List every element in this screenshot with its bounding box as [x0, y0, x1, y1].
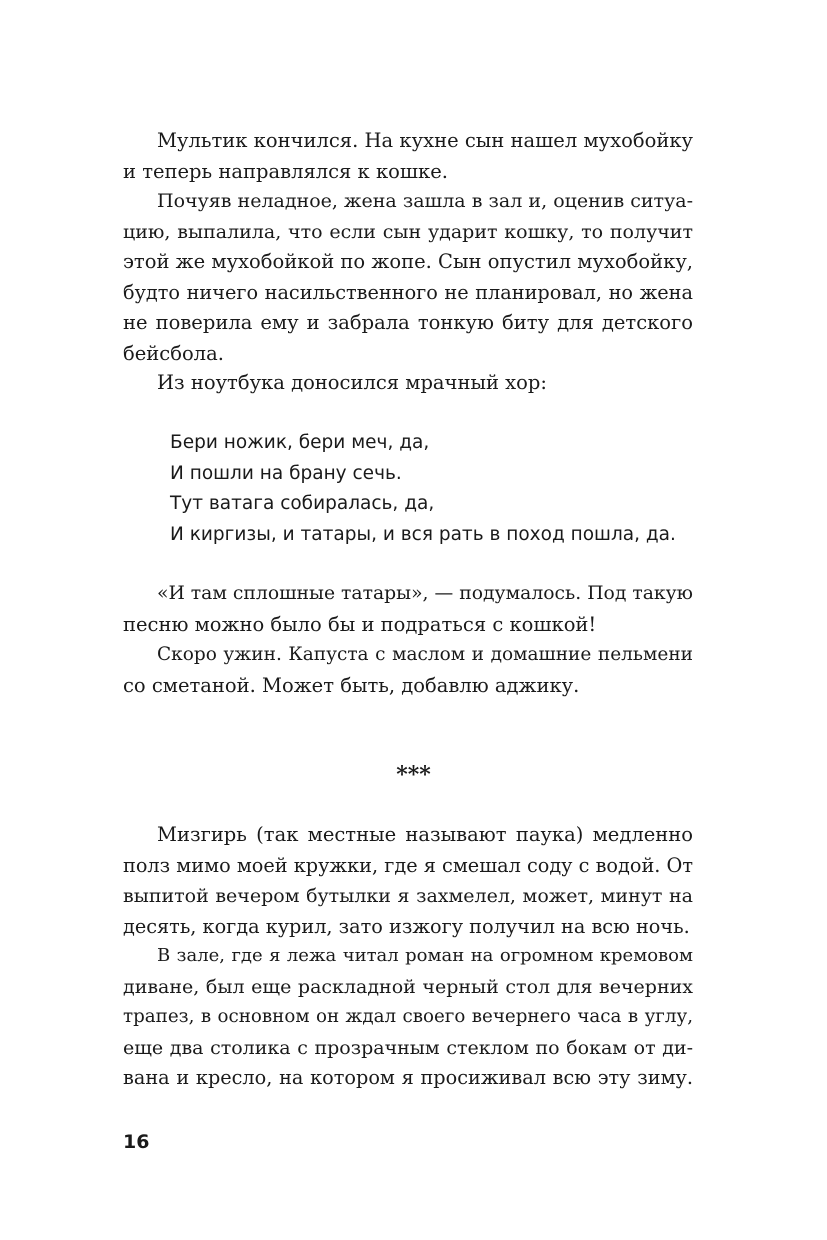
paragraph-7 — [123, 941, 693, 1094]
section-separator: *** — [396, 762, 431, 788]
text-line: будто ничего насильственного не планировал, но жена — [123, 280, 693, 304]
text-line: «И там сплошные татары», — подумалось. Под такую — [157, 583, 693, 604]
paragraph-2 — [123, 186, 693, 369]
text-line: Скоро ужин. Капуста с маслом и домашние пельмени — [157, 644, 693, 665]
paragraph-3 — [123, 368, 693, 399]
text-line: вана и кресло, на котором я просиживал всю эту зиму. — [123, 1066, 693, 1089]
verse-line: И киргизы, и татары, и вся рать в поход пошла, да. — [170, 523, 676, 545]
text-line: выпитой вечером бутылки я захмелел, может, минут на — [123, 885, 693, 907]
song-verse — [170, 428, 690, 550]
paragraph-5 — [123, 640, 693, 701]
text-line: еще два столика с прозрачным стеклом по бокам от ди- — [123, 1036, 693, 1059]
text-line: полз мимо моей кружки, где я смешал соду с водой. От — [123, 853, 693, 877]
text-line: цию, выпалила, что если сын ударит кошку, то получит — [123, 220, 693, 243]
text-line: трапез, в основном он ждал своего вечернего часа в углу, — [123, 1006, 693, 1027]
paragraph-1 — [123, 126, 693, 187]
text-line: десять, когда курил, зато изжогу получил на всю ночь. — [123, 914, 690, 938]
text-line: В зале, где я лежа читал роман на огромном кремовом — [157, 945, 693, 966]
verse-line: Тут ватага собиралась, да, — [170, 493, 435, 514]
text-line: этой же мухобойкой по жопе. Сын опустил мухобойку, — [123, 250, 693, 273]
text-line: и теперь направлялся к кошке. — [123, 159, 448, 183]
text-line: бейсбола. — [123, 341, 224, 365]
verse-line: И пошли на брану сечь. — [170, 462, 402, 484]
text-line: не поверила ему и забрала тонкую биту для детского — [123, 311, 693, 334]
text-line: Из ноутбука доносился мрачный хор: — [157, 371, 547, 394]
text-line: песню можно было бы и подраться с кошкой! — [123, 612, 597, 636]
text-line: диване, был еще раскладной черный стол для вечерних — [123, 975, 693, 998]
text-line: со сметаной. Может быть, добавлю аджику. — [123, 673, 580, 697]
paragraph-4 — [123, 579, 693, 640]
verse-line: Бери ножик, бери меч, да, — [170, 432, 430, 453]
page-number: 16 — [123, 1131, 150, 1153]
text-line: Мизгирь (так местные называют паука) медленно — [157, 823, 693, 846]
paragraph-6 — [123, 820, 693, 942]
text-line: Мультик кончился. На кухне сын нашел мухобойку — [157, 129, 693, 152]
text-line: Почуяв неладное, жена зашла в зал и, оценив ситуа- — [157, 190, 693, 212]
